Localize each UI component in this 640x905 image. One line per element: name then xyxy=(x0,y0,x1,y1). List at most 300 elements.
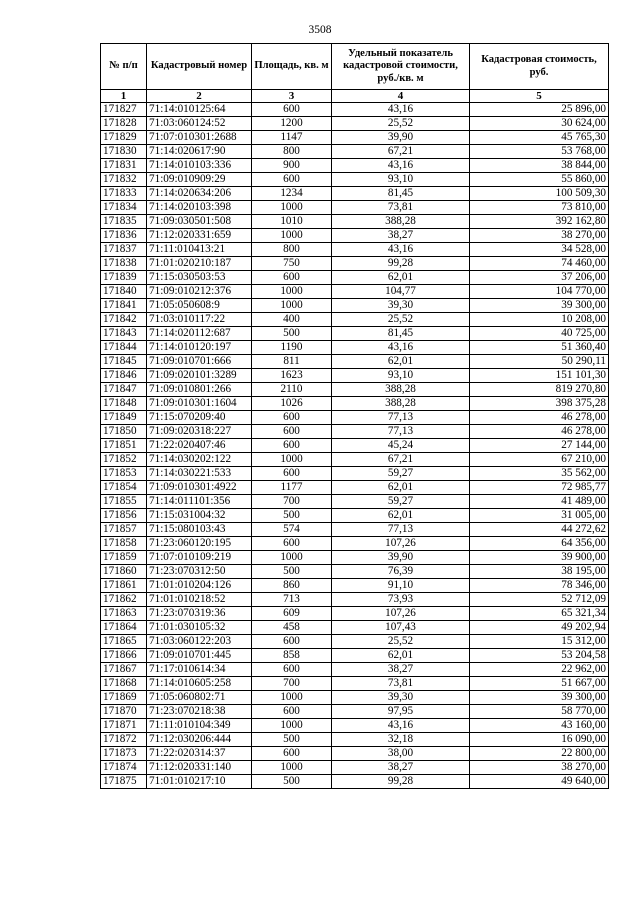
cell-cadastral-number: 71:09:030501:508 xyxy=(147,215,252,229)
table-row xyxy=(101,663,609,677)
cell-cadastral-cost: 151 101,30 xyxy=(470,369,609,383)
cell-cadastral-cost: 41 489,00 xyxy=(470,495,609,509)
column-number-5: 5 xyxy=(470,90,609,103)
cell-cadastral-cost: 64 356,00 xyxy=(470,537,609,551)
cell-cadastral-number: 71:09:010801:266 xyxy=(147,383,252,397)
cell-cadastral-number: 71:01:010204:126 xyxy=(147,579,252,593)
cell-cadastral-number: 71:09:010701:445 xyxy=(147,649,252,663)
cell-cadastral-number: 71:09:010701:666 xyxy=(147,355,252,369)
cell-cadastral-number: 71:03:060122:203 xyxy=(147,635,252,649)
table-row xyxy=(101,593,609,607)
cell-area: 713 xyxy=(252,593,332,607)
cell-row-number: 171844 xyxy=(101,341,147,355)
cell-cadastral-number: 71:01:020210:187 xyxy=(147,257,252,271)
table-row xyxy=(101,229,609,243)
cell-cadastral-number: 71:01:010217:10 xyxy=(147,775,252,789)
cell-specific-value: 43,16 xyxy=(332,103,470,117)
cell-cadastral-number: 71:01:030105:32 xyxy=(147,621,252,635)
cell-area: 1000 xyxy=(252,761,332,775)
cell-row-number: 171853 xyxy=(101,467,147,481)
cell-area: 1000 xyxy=(252,229,332,243)
cell-area: 811 xyxy=(252,355,332,369)
cell-specific-value: 99,28 xyxy=(332,775,470,789)
table-row xyxy=(101,425,609,439)
cell-cadastral-number: 71:14:020634:206 xyxy=(147,187,252,201)
cell-row-number: 171842 xyxy=(101,313,147,327)
cell-specific-value: 39,90 xyxy=(332,551,470,565)
table-row xyxy=(101,761,609,775)
cell-area: 1200 xyxy=(252,117,332,131)
cell-specific-value: 25,52 xyxy=(332,313,470,327)
cell-cadastral-cost: 15 312,00 xyxy=(470,635,609,649)
table-row xyxy=(101,117,609,131)
table-row xyxy=(101,103,609,117)
cell-area: 600 xyxy=(252,173,332,187)
table-row xyxy=(101,453,609,467)
table-row xyxy=(101,271,609,285)
cell-cadastral-number: 71:14:020112:687 xyxy=(147,327,252,341)
cell-area: 500 xyxy=(252,509,332,523)
table-row xyxy=(101,131,609,145)
cell-cadastral-number: 71:11:010104:349 xyxy=(147,719,252,733)
cell-row-number: 171865 xyxy=(101,635,147,649)
cell-specific-value: 67,21 xyxy=(332,145,470,159)
cell-row-number: 171846 xyxy=(101,369,147,383)
table-row xyxy=(101,299,609,313)
cell-specific-value: 99,28 xyxy=(332,257,470,271)
cell-area: 500 xyxy=(252,733,332,747)
table-row xyxy=(101,747,609,761)
cell-cadastral-cost: 38 195,00 xyxy=(470,565,609,579)
table-row xyxy=(101,509,609,523)
cell-area: 1000 xyxy=(252,453,332,467)
cell-specific-value: 43,16 xyxy=(332,341,470,355)
cell-row-number: 171874 xyxy=(101,761,147,775)
cell-row-number: 171830 xyxy=(101,145,147,159)
cell-row-number: 171841 xyxy=(101,299,147,313)
cadastral-value-table xyxy=(100,43,609,789)
header-row-number: № п/п xyxy=(101,44,147,90)
cell-area: 1000 xyxy=(252,691,332,705)
cell-row-number: 171870 xyxy=(101,705,147,719)
table-row xyxy=(101,411,609,425)
cell-cadastral-cost: 100 509,30 xyxy=(470,187,609,201)
cell-cadastral-number: 71:22:020314:37 xyxy=(147,747,252,761)
cell-row-number: 171872 xyxy=(101,733,147,747)
cell-area: 1234 xyxy=(252,187,332,201)
cell-cadastral-number: 71:14:030202:122 xyxy=(147,453,252,467)
cell-cadastral-cost: 58 770,00 xyxy=(470,705,609,719)
cell-cadastral-cost: 51 667,00 xyxy=(470,677,609,691)
cell-row-number: 171838 xyxy=(101,257,147,271)
cell-specific-value: 388,28 xyxy=(332,215,470,229)
cell-area: 600 xyxy=(252,663,332,677)
cell-cadastral-cost: 398 375,28 xyxy=(470,397,609,411)
cell-cadastral-number: 71:11:010413:21 xyxy=(147,243,252,257)
cell-specific-value: 107,26 xyxy=(332,537,470,551)
cell-cadastral-number: 71:01:010218:52 xyxy=(147,593,252,607)
cell-specific-value: 38,27 xyxy=(332,229,470,243)
cell-specific-value: 93,10 xyxy=(332,173,470,187)
cell-cadastral-number: 71:09:010301:1604 xyxy=(147,397,252,411)
cell-row-number: 171834 xyxy=(101,201,147,215)
cell-area: 500 xyxy=(252,565,332,579)
cell-specific-value: 45,24 xyxy=(332,439,470,453)
cell-specific-value: 62,01 xyxy=(332,481,470,495)
cell-row-number: 171869 xyxy=(101,691,147,705)
cell-area: 400 xyxy=(252,313,332,327)
cell-row-number: 171827 xyxy=(101,103,147,117)
table-row xyxy=(101,285,609,299)
cell-cadastral-cost: 51 360,40 xyxy=(470,341,609,355)
cell-cadastral-cost: 72 985,77 xyxy=(470,481,609,495)
cell-specific-value: 91,10 xyxy=(332,579,470,593)
cell-area: 600 xyxy=(252,411,332,425)
cell-area: 600 xyxy=(252,537,332,551)
cell-specific-value: 39,30 xyxy=(332,299,470,313)
cell-area: 500 xyxy=(252,327,332,341)
cell-area: 858 xyxy=(252,649,332,663)
cell-cadastral-cost: 39 300,00 xyxy=(470,691,609,705)
cell-specific-value: 97,95 xyxy=(332,705,470,719)
cell-specific-value: 81,45 xyxy=(332,327,470,341)
cell-specific-value: 39,90 xyxy=(332,131,470,145)
table-row xyxy=(101,537,609,551)
cell-cadastral-number: 71:05:060802:71 xyxy=(147,691,252,705)
cell-area: 1147 xyxy=(252,131,332,145)
cell-cadastral-number: 71:09:010301:4922 xyxy=(147,481,252,495)
cell-row-number: 171861 xyxy=(101,579,147,593)
table-body xyxy=(101,103,609,789)
cell-area: 1026 xyxy=(252,397,332,411)
cell-cadastral-cost: 49 640,00 xyxy=(470,775,609,789)
table-row xyxy=(101,551,609,565)
cell-cadastral-cost: 25 896,00 xyxy=(470,103,609,117)
cell-cadastral-cost: 35 562,00 xyxy=(470,467,609,481)
cell-area: 600 xyxy=(252,635,332,649)
cell-area: 2110 xyxy=(252,383,332,397)
cell-specific-value: 77,13 xyxy=(332,411,470,425)
cell-cadastral-cost: 22 962,00 xyxy=(470,663,609,677)
cell-row-number: 171828 xyxy=(101,117,147,131)
cell-specific-value: 25,52 xyxy=(332,117,470,131)
table-row xyxy=(101,481,609,495)
table-row xyxy=(101,355,609,369)
column-number-1: 1 xyxy=(101,90,147,103)
cell-row-number: 171864 xyxy=(101,621,147,635)
cell-cadastral-cost: 78 346,00 xyxy=(470,579,609,593)
table-row xyxy=(101,649,609,663)
cell-cadastral-cost: 38 270,00 xyxy=(470,229,609,243)
column-number-row xyxy=(101,90,609,103)
cell-cadastral-cost: 31 005,00 xyxy=(470,509,609,523)
cell-cadastral-number: 71:15:070209:40 xyxy=(147,411,252,425)
cell-specific-value: 38,00 xyxy=(332,747,470,761)
cell-area: 860 xyxy=(252,579,332,593)
header-area: Площадь, кв. м xyxy=(252,44,332,90)
table-row xyxy=(101,243,609,257)
cell-area: 800 xyxy=(252,145,332,159)
table-row xyxy=(101,159,609,173)
cell-cadastral-cost: 49 202,94 xyxy=(470,621,609,635)
cell-cadastral-number: 71:03:060124:52 xyxy=(147,117,252,131)
cell-cadastral-cost: 38 270,00 xyxy=(470,761,609,775)
cell-area: 1177 xyxy=(252,481,332,495)
cell-row-number: 171862 xyxy=(101,593,147,607)
cell-specific-value: 38,27 xyxy=(332,663,470,677)
cell-specific-value: 77,13 xyxy=(332,523,470,537)
cell-area: 600 xyxy=(252,271,332,285)
cell-area: 1000 xyxy=(252,551,332,565)
table-row xyxy=(101,327,609,341)
cell-specific-value: 38,27 xyxy=(332,761,470,775)
table-row xyxy=(101,733,609,747)
table-row xyxy=(101,439,609,453)
cell-row-number: 171873 xyxy=(101,747,147,761)
cell-row-number: 171867 xyxy=(101,663,147,677)
cell-cadastral-number: 71:14:010120:197 xyxy=(147,341,252,355)
cell-row-number: 171851 xyxy=(101,439,147,453)
cell-area: 800 xyxy=(252,243,332,257)
table-row xyxy=(101,677,609,691)
cell-cadastral-number: 71:14:011101:356 xyxy=(147,495,252,509)
cell-cadastral-cost: 45 765,30 xyxy=(470,131,609,145)
cell-row-number: 171832 xyxy=(101,173,147,187)
table-row xyxy=(101,383,609,397)
table-row xyxy=(101,607,609,621)
cell-specific-value: 62,01 xyxy=(332,649,470,663)
cell-specific-value: 43,16 xyxy=(332,719,470,733)
cell-row-number: 171843 xyxy=(101,327,147,341)
cell-cadastral-number: 71:14:020103:398 xyxy=(147,201,252,215)
cell-row-number: 171837 xyxy=(101,243,147,257)
cell-specific-value: 73,81 xyxy=(332,677,470,691)
cell-row-number: 171856 xyxy=(101,509,147,523)
cell-cadastral-cost: 30 624,00 xyxy=(470,117,609,131)
cell-specific-value: 73,93 xyxy=(332,593,470,607)
cell-cadastral-number: 71:23:070312:50 xyxy=(147,565,252,579)
cell-specific-value: 43,16 xyxy=(332,159,470,173)
cell-cadastral-cost: 34 528,00 xyxy=(470,243,609,257)
cell-row-number: 171847 xyxy=(101,383,147,397)
cell-area: 600 xyxy=(252,705,332,719)
cell-specific-value: 62,01 xyxy=(332,355,470,369)
cell-cadastral-number: 71:14:010605:258 xyxy=(147,677,252,691)
cell-cadastral-cost: 67 210,00 xyxy=(470,453,609,467)
cell-area: 1000 xyxy=(252,719,332,733)
cell-specific-value: 59,27 xyxy=(332,467,470,481)
header-specific-value: Удельный показатель кадастровой стоимости, руб./кв. м xyxy=(332,44,470,90)
table-row xyxy=(101,621,609,635)
cell-area: 1190 xyxy=(252,341,332,355)
cell-area: 700 xyxy=(252,495,332,509)
cell-row-number: 171854 xyxy=(101,481,147,495)
cell-cadastral-cost: 38 844,00 xyxy=(470,159,609,173)
cell-area: 574 xyxy=(252,523,332,537)
cell-cadastral-cost: 40 725,00 xyxy=(470,327,609,341)
cell-cadastral-number: 71:17:010614:34 xyxy=(147,663,252,677)
cell-specific-value: 39,30 xyxy=(332,691,470,705)
cell-area: 700 xyxy=(252,677,332,691)
page-number: 3508 xyxy=(308,24,332,36)
table-row xyxy=(101,313,609,327)
cell-row-number: 171868 xyxy=(101,677,147,691)
cell-row-number: 171836 xyxy=(101,229,147,243)
column-number-3: 3 xyxy=(252,90,332,103)
cell-cadastral-cost: 10 208,00 xyxy=(470,313,609,327)
column-number-4: 4 xyxy=(332,90,470,103)
cell-area: 600 xyxy=(252,103,332,117)
cell-cadastral-cost: 39 300,00 xyxy=(470,299,609,313)
cell-specific-value: 62,01 xyxy=(332,271,470,285)
cell-cadastral-cost: 27 144,00 xyxy=(470,439,609,453)
cell-area: 1000 xyxy=(252,285,332,299)
cell-row-number: 171845 xyxy=(101,355,147,369)
cell-specific-value: 25,52 xyxy=(332,635,470,649)
cell-cadastral-number: 71:07:010301:2688 xyxy=(147,131,252,145)
table-row xyxy=(101,495,609,509)
cell-row-number: 171831 xyxy=(101,159,147,173)
cell-cadastral-cost: 46 278,00 xyxy=(470,411,609,425)
cell-cadastral-number: 71:14:010125:64 xyxy=(147,103,252,117)
cell-cadastral-number: 71:23:070319:36 xyxy=(147,607,252,621)
cell-row-number: 171839 xyxy=(101,271,147,285)
cell-cadastral-cost: 104 770,00 xyxy=(470,285,609,299)
column-number-2: 2 xyxy=(147,90,252,103)
cell-cadastral-cost: 55 860,00 xyxy=(470,173,609,187)
cell-cadastral-cost: 52 712,09 xyxy=(470,593,609,607)
cell-specific-value: 388,28 xyxy=(332,383,470,397)
header-row xyxy=(101,44,609,90)
cell-specific-value: 67,21 xyxy=(332,453,470,467)
cell-area: 600 xyxy=(252,425,332,439)
cell-row-number: 171860 xyxy=(101,565,147,579)
cell-row-number: 171833 xyxy=(101,187,147,201)
cell-row-number: 171829 xyxy=(101,131,147,145)
cell-specific-value: 93,10 xyxy=(332,369,470,383)
cell-cadastral-number: 71:09:020101:3289 xyxy=(147,369,252,383)
cell-specific-value: 73,81 xyxy=(332,201,470,215)
cell-specific-value: 76,39 xyxy=(332,565,470,579)
table-row xyxy=(101,691,609,705)
cell-cadastral-number: 71:12:020331:140 xyxy=(147,761,252,775)
cell-specific-value: 59,27 xyxy=(332,495,470,509)
table-row xyxy=(101,187,609,201)
cell-cadastral-cost: 39 900,00 xyxy=(470,551,609,565)
cell-specific-value: 107,43 xyxy=(332,621,470,635)
table-row xyxy=(101,257,609,271)
cell-row-number: 171859 xyxy=(101,551,147,565)
table-row xyxy=(101,579,609,593)
table-row xyxy=(101,467,609,481)
table-row xyxy=(101,145,609,159)
cell-cadastral-cost: 16 090,00 xyxy=(470,733,609,747)
cell-row-number: 171858 xyxy=(101,537,147,551)
table-row xyxy=(101,705,609,719)
table-row xyxy=(101,719,609,733)
cell-area: 500 xyxy=(252,775,332,789)
table-row xyxy=(101,369,609,383)
cell-row-number: 171840 xyxy=(101,285,147,299)
table-row xyxy=(101,635,609,649)
cell-row-number: 171850 xyxy=(101,425,147,439)
cell-specific-value: 104,77 xyxy=(332,285,470,299)
cell-cadastral-cost: 46 278,00 xyxy=(470,425,609,439)
cell-cadastral-cost: 819 270,80 xyxy=(470,383,609,397)
table-row xyxy=(101,201,609,215)
cell-area: 600 xyxy=(252,747,332,761)
cell-cadastral-number: 71:14:030221:533 xyxy=(147,467,252,481)
cell-cadastral-number: 71:03:010117:22 xyxy=(147,313,252,327)
cell-specific-value: 77,13 xyxy=(332,425,470,439)
cell-area: 600 xyxy=(252,439,332,453)
table-row xyxy=(101,775,609,789)
cell-specific-value: 62,01 xyxy=(332,509,470,523)
cell-row-number: 171866 xyxy=(101,649,147,663)
cell-cadastral-number: 71:14:010103:336 xyxy=(147,159,252,173)
cell-row-number: 171857 xyxy=(101,523,147,537)
cell-row-number: 171863 xyxy=(101,607,147,621)
table-row xyxy=(101,565,609,579)
cell-cadastral-cost: 44 272,62 xyxy=(470,523,609,537)
header-cadastral-cost: Кадастровая стоимость, руб. xyxy=(470,44,609,90)
cell-cadastral-number: 71:15:030503:53 xyxy=(147,271,252,285)
cell-cadastral-number: 71:23:070218:38 xyxy=(147,705,252,719)
table-row xyxy=(101,397,609,411)
cell-area: 900 xyxy=(252,159,332,173)
cell-cadastral-number: 71:09:010212:376 xyxy=(147,285,252,299)
cell-cadastral-cost: 74 460,00 xyxy=(470,257,609,271)
cell-cadastral-cost: 53 768,00 xyxy=(470,145,609,159)
cell-area: 1623 xyxy=(252,369,332,383)
cell-area: 458 xyxy=(252,621,332,635)
cell-cadastral-number: 71:07:010109:219 xyxy=(147,551,252,565)
cell-cadastral-number: 71:12:020331:659 xyxy=(147,229,252,243)
cell-cadastral-cost: 22 800,00 xyxy=(470,747,609,761)
table-row xyxy=(101,215,609,229)
cell-area: 1010 xyxy=(252,215,332,229)
cell-row-number: 171871 xyxy=(101,719,147,733)
cell-cadastral-number: 71:22:020407:46 xyxy=(147,439,252,453)
cell-row-number: 171855 xyxy=(101,495,147,509)
cell-cadastral-number: 71:14:020617:90 xyxy=(147,145,252,159)
cell-cadastral-number: 71:12:030206:444 xyxy=(147,733,252,747)
cell-cadastral-number: 71:05:050608:9 xyxy=(147,299,252,313)
cell-cadastral-number: 71:09:020318:227 xyxy=(147,425,252,439)
cell-area: 609 xyxy=(252,607,332,621)
table-row xyxy=(101,341,609,355)
table-row xyxy=(101,523,609,537)
cell-row-number: 171835 xyxy=(101,215,147,229)
cell-area: 1000 xyxy=(252,201,332,215)
cell-specific-value: 107,26 xyxy=(332,607,470,621)
cell-cadastral-cost: 37 206,00 xyxy=(470,271,609,285)
cell-specific-value: 32,18 xyxy=(332,733,470,747)
cell-row-number: 171875 xyxy=(101,775,147,789)
cell-area: 750 xyxy=(252,257,332,271)
cell-specific-value: 388,28 xyxy=(332,397,470,411)
cell-cadastral-cost: 50 290,11 xyxy=(470,355,609,369)
cell-row-number: 171849 xyxy=(101,411,147,425)
cell-area: 1000 xyxy=(252,299,332,313)
cell-row-number: 171848 xyxy=(101,397,147,411)
cell-cadastral-cost: 65 321,34 xyxy=(470,607,609,621)
cell-area: 600 xyxy=(252,467,332,481)
cell-specific-value: 81,45 xyxy=(332,187,470,201)
cell-cadastral-cost: 73 810,00 xyxy=(470,201,609,215)
cell-row-number: 171852 xyxy=(101,453,147,467)
cell-cadastral-cost: 392 162,80 xyxy=(470,215,609,229)
